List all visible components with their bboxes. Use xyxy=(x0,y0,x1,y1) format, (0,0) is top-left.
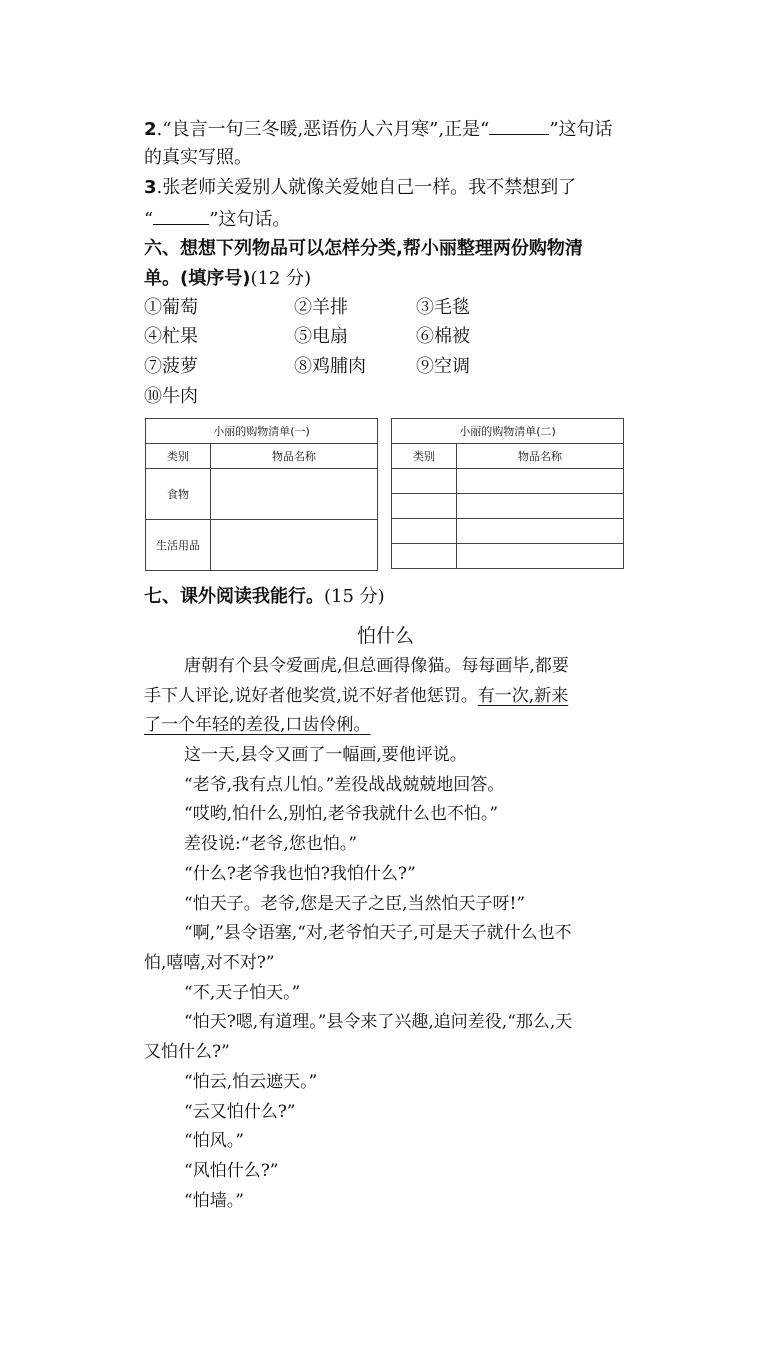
underlined-text: 有一次,新来 xyxy=(477,686,569,706)
question-text: .张老师关爱别人就像关爱她自己一样。我不禁想到了 xyxy=(156,177,577,198)
open-quote: “ xyxy=(144,209,154,230)
question-text: ”这句话 xyxy=(549,119,613,140)
category-food: 食物 xyxy=(146,469,211,520)
story-line: “怕墙。” xyxy=(184,1191,244,1211)
story-line: 这一天,县令又画了一幅画,要他评说。 xyxy=(184,745,467,765)
item-quilt: ⑥棉被 xyxy=(416,326,470,347)
item-pineapple: ⑦菠萝 xyxy=(144,356,198,377)
shopping-list-table-2 xyxy=(391,418,624,569)
story-line: “怕天?嗯,有道理。”县令来了兴趣,追问差役,“那么,天 xyxy=(184,1012,573,1032)
story-line: “啊,”县令语塞,“对,老爷怕天子,可是天子就什么也不 xyxy=(184,923,572,943)
item-mango: ④杧果 xyxy=(144,326,198,347)
table-title: 小丽的购物清单(二) xyxy=(392,419,624,444)
item-electric-fan: ⑤电扇 xyxy=(294,326,348,347)
answer-cell[interactable] xyxy=(392,469,457,494)
category-daily-goods: 生活用品 xyxy=(146,520,211,571)
section-6-heading: 六、想想下列物品可以怎样分类,帮小丽整理两份购物清 xyxy=(144,238,583,259)
story-line: “老爷,我有点儿怕。”差役战战兢兢地回答。 xyxy=(184,775,505,795)
story-line: “怕天子。老爷,您是天子之臣,当然怕天子呀!” xyxy=(184,894,526,914)
story-line: 怕,嘻嘻,对不对?” xyxy=(144,953,275,973)
story-line: 唐朝有个县令爱画虎,但总画得像猫。每每画毕,都要 xyxy=(184,656,569,676)
question-2-line-1 xyxy=(144,116,613,142)
story-line: “风怕什么?” xyxy=(184,1161,279,1181)
answer-cell[interactable] xyxy=(392,544,457,569)
answer-cell[interactable] xyxy=(392,519,457,544)
item-grapes: ①葡萄 xyxy=(144,297,198,318)
story-line: 差役说:“老爷,您也怕。” xyxy=(184,834,358,854)
answer-cell[interactable] xyxy=(211,520,378,571)
story-line: 又怕什么?” xyxy=(144,1042,230,1062)
item-lamb-chops: ②羊排 xyxy=(294,297,348,318)
section-7-title: 七、课外阅读我能行。 xyxy=(144,586,324,607)
table-title: 小丽的购物清单(一) xyxy=(146,419,378,444)
question-number: 2 xyxy=(144,119,157,140)
answer-cell[interactable] xyxy=(392,494,457,519)
question-3-line-2 xyxy=(144,206,290,232)
story-text: 手下人评论,说好者他奖赏,说不好者他惩罚。 xyxy=(144,686,478,706)
story-line: “怕云,怕云遮天。” xyxy=(184,1072,318,1092)
answer-cell[interactable] xyxy=(457,494,624,519)
section-6-instruction: 单。(填序号) xyxy=(144,268,251,289)
answer-blank[interactable] xyxy=(489,116,549,135)
answer-cell[interactable] xyxy=(457,544,624,569)
story-line: “哎哟,怕什么,别怕,老爷我就什么也不怕。” xyxy=(184,804,499,824)
answer-cell[interactable] xyxy=(457,519,624,544)
section-6-heading-line-2 xyxy=(144,267,311,291)
item-chicken-breast: ⑧鸡脯肉 xyxy=(294,356,366,377)
story-line xyxy=(144,684,568,708)
story-line: “不,天子怕天。” xyxy=(184,983,301,1003)
item-blanket: ③毛毯 xyxy=(416,297,470,318)
question-3-line-1 xyxy=(144,176,576,200)
table-header-item-name: 物品名称 xyxy=(211,444,378,469)
question-text: .“良言一句三冬暖,恶语伤人六月寒”,正是“ xyxy=(156,119,490,140)
section-7-points: (15 分) xyxy=(324,586,385,607)
item-air-conditioner: ⑨空调 xyxy=(416,356,470,377)
story-line: “怕风。” xyxy=(184,1131,244,1151)
story-line: “云又怕什么?” xyxy=(184,1102,296,1122)
story-title: 怕什么 xyxy=(356,625,414,647)
question-2-line-2: 的真实写照。 xyxy=(144,147,252,168)
underlined-text: 了一个年轻的差役,口齿伶俐。 xyxy=(144,715,371,735)
table-header-category: 类别 xyxy=(146,444,211,469)
story-line: “什么?老爷我也怕?我怕什么?” xyxy=(184,864,416,884)
question-number: 3 xyxy=(144,177,157,198)
answer-blank[interactable] xyxy=(153,206,209,225)
question-text: ”这句话。 xyxy=(209,209,291,230)
section-7-heading xyxy=(144,585,385,609)
table-header-item-name: 物品名称 xyxy=(457,444,624,469)
answer-cell[interactable] xyxy=(211,469,378,520)
item-beef: ⑩牛肉 xyxy=(144,386,198,407)
shopping-list-table-1 xyxy=(145,418,378,571)
table-header-category: 类别 xyxy=(392,444,457,469)
answer-cell[interactable] xyxy=(457,469,624,494)
section-6-points: (12 分) xyxy=(250,268,312,289)
story-line xyxy=(144,713,370,737)
